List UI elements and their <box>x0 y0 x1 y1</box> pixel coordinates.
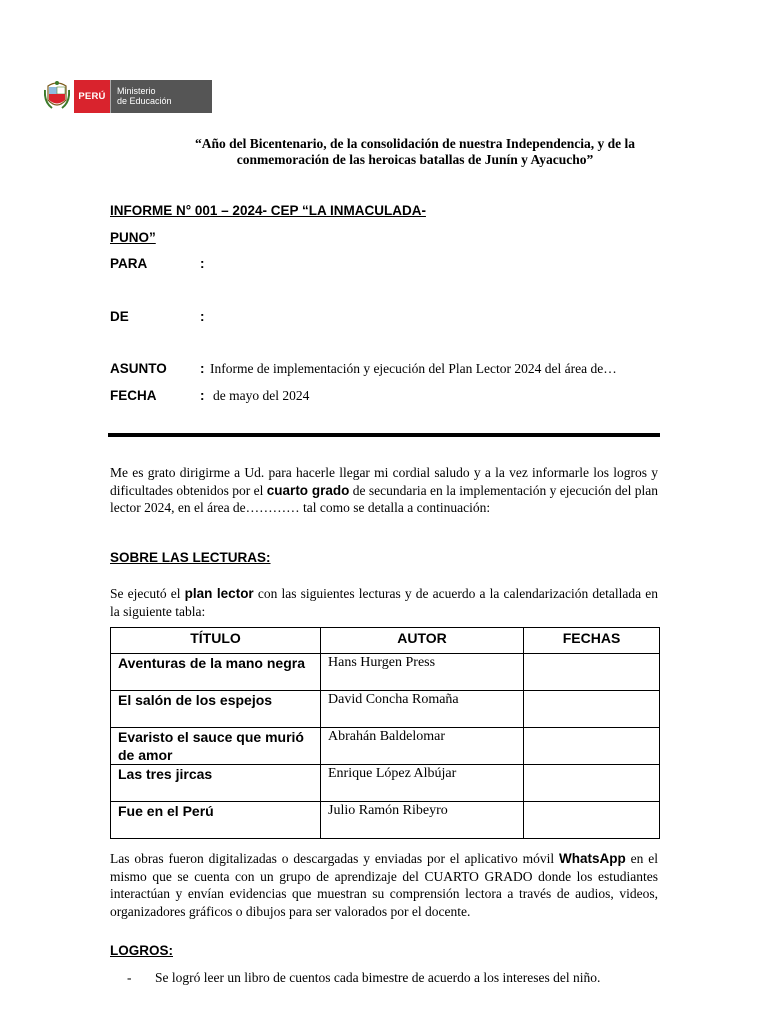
ministry-logo <box>44 80 212 113</box>
cell-autor: Enrique López Albújar <box>321 765 524 802</box>
cell-titulo: Fue en el Perú <box>111 802 321 839</box>
header-divider <box>108 433 660 437</box>
motto-line-2: conmemoración de las heroicas batallas de Junín y Ayacucho” <box>236 152 594 167</box>
coat-of-arms-icon <box>44 80 70 113</box>
obras-text-2: en el mismo que se cuenta con un grupo de aprendizaje del CUARTO GRADO donde los estudiantes interactúan y envían evidencias que muestran su comprensión lectora a través de audios, videos, organizadores gráficos o dibujos para ser valorados por el docente. <box>110 851 658 919</box>
de-colon: : <box>200 309 205 324</box>
obras-bold: WhatsApp <box>558 851 626 866</box>
report-title-line-1: INFORME N° 001 – 2024- CEP “LA INMACULADA- <box>110 203 426 218</box>
cell-titulo: Las tres jircas <box>111 765 321 802</box>
cell-fechas <box>524 802 660 839</box>
asunto-colon: : <box>200 361 205 376</box>
cell-autor: Hans Hurgen Press <box>321 654 524 691</box>
obras-text-1: Las obras fueron digitalizadas o descargadas y enviadas por el aplicativo móvil <box>110 851 559 866</box>
table-row <box>111 728 660 765</box>
obras-paragraph <box>110 850 658 920</box>
fecha-colon: : <box>200 388 205 403</box>
cell-autor: Abrahán Baldelomar <box>321 728 524 765</box>
cell-titulo: Aventuras de la mano negra <box>111 654 321 691</box>
fecha-label: FECHA <box>110 388 157 403</box>
intro-bold: cuarto grado <box>266 482 350 498</box>
header-autor: AUTOR <box>321 628 524 654</box>
cell-autor: Julio Ramón Ribeyro <box>321 802 524 839</box>
cell-titulo: El salón de los espejos <box>111 691 321 728</box>
fecha-value: de mayo del 2024 <box>213 388 310 403</box>
asunto-label: ASUNTO <box>110 361 167 376</box>
header-fechas: FECHAS <box>524 628 660 654</box>
asunto-value: Informe de implementación y ejecución del Plan Lector 2024 del área de… <box>210 361 617 376</box>
year-motto <box>150 136 680 168</box>
ministry-label <box>110 80 212 113</box>
peru-label: PERÚ <box>74 80 110 113</box>
lecturas-paragraph <box>110 585 658 620</box>
para-label: PARA <box>110 256 148 271</box>
lecturas-heading: SOBRE LAS LECTURAS: <box>110 550 271 565</box>
ministry-line-1: Ministerio <box>117 86 156 96</box>
motto-line-1: “Año del Bicentenario, de la consolidación de nuestra Independencia, y de la <box>195 136 635 151</box>
lecturas-bold: plan lector <box>184 586 254 601</box>
bullet-marker: - <box>127 970 132 985</box>
para-colon: : <box>200 256 205 271</box>
header-titulo: TÍTULO <box>111 628 321 654</box>
report-title-line-2: PUNO” <box>110 230 156 245</box>
intro-text-1: Me es grato dirigirme a Ud. para hacerle llegar mi cordial saludo y a la vez informarle los logros y dificultades obtenidos por el <box>110 465 658 498</box>
logro-item-1: Se logró leer un libro de cuentos cada bimestre de acuerdo a los intereses del niño. <box>155 970 601 985</box>
intro-paragraph <box>110 464 658 517</box>
logros-heading: LOGROS: <box>110 943 173 958</box>
intro-text-2: de secundaria en la implementación y ejecución del plan lector 2024, en el área de………… tal como se detalla a continuación: <box>110 482 658 515</box>
cell-fechas <box>524 691 660 728</box>
cell-fechas <box>524 654 660 691</box>
table-row <box>111 765 660 802</box>
table-row <box>111 654 660 691</box>
cell-fechas <box>524 728 660 765</box>
cell-autor: David Concha Romaña <box>321 691 524 728</box>
table-row <box>111 691 660 728</box>
ministry-line-2: de Educación <box>117 96 172 106</box>
table-row <box>111 802 660 839</box>
lecturas-text-1: Se ejecutó el <box>110 586 185 601</box>
table-header-row <box>111 628 660 654</box>
de-label: DE <box>110 309 129 324</box>
readings-table <box>110 627 660 839</box>
cell-titulo: Evaristo el sauce que murió de amor <box>111 728 321 765</box>
cell-fechas <box>524 765 660 802</box>
lecturas-text-2: con las siguientes lecturas y de acuerdo a la calendarización detallada en la siguiente tabla: <box>110 586 658 619</box>
